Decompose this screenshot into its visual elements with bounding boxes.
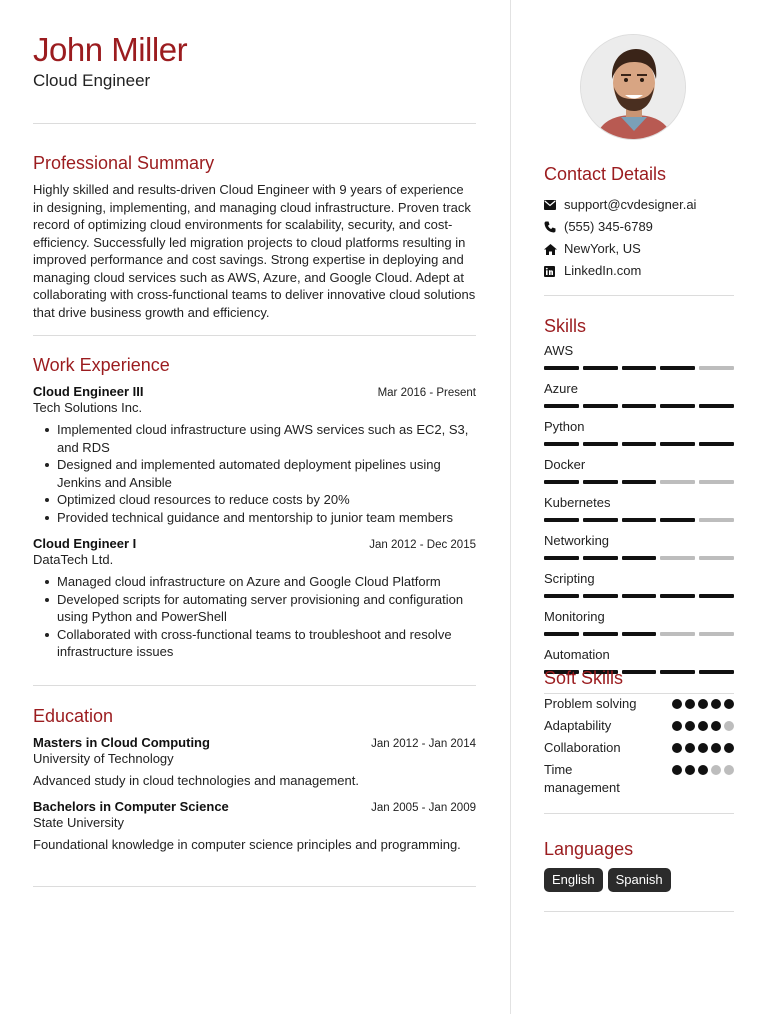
skill-name: Docker: [544, 457, 586, 472]
skill-segment-filled: [699, 404, 734, 408]
skill-segment-filled: [622, 480, 657, 484]
contact-phone: [544, 216, 734, 238]
soft-skills-section: [544, 667, 734, 814]
rating-dot-filled: [724, 699, 734, 709]
rating-dot-filled: [685, 743, 695, 753]
skill-segment-filled: [660, 366, 695, 370]
skill-segment-filled: [544, 442, 579, 446]
skill-item: [544, 456, 734, 484]
skill-segment-filled: [583, 404, 618, 408]
skill-segment-empty: [699, 632, 734, 636]
home-icon: [544, 244, 564, 255]
summary-text: Highly skilled and results-driven Cloud Engineer with 9 years of experience in designing, implementing, and managing cloud infrastructure. Proven track record of optimizing cloud environments for scalability, security, and cost-efficiency. Successfully led migration projects to cloud platforms resulting in improved performance and cost savings. Strong expertise in deploying and managing cloud services such as AWS, Azure, and Google Cloud. Adept at collaborating with cross-functional teams to deliver innovative cloud solutions that drive business growth and efficiency.: [33, 182, 476, 320]
skill-segment-empty: [699, 366, 734, 370]
languages-title: Languages: [544, 839, 634, 859]
divider: [544, 911, 734, 912]
divider: [544, 813, 734, 814]
skill-segment-filled: [660, 594, 695, 598]
job-bullet: Developed scripts for automating server provisioning and configuration using Python and PowerShell: [43, 591, 476, 626]
skill-item: [544, 532, 734, 560]
soft-skill-rating: [672, 743, 734, 753]
skill-segment-filled: [583, 366, 618, 370]
skill-segment-filled: [544, 404, 579, 408]
skill-level-bar: [544, 366, 734, 370]
skill-segment-filled: [699, 594, 734, 598]
contact-linkedin-text[interactable]: LinkedIn.com: [564, 263, 642, 278]
contact-section: [544, 163, 734, 296]
skill-item: [544, 494, 734, 522]
languages-list: [544, 868, 734, 892]
skill-segment-filled: [544, 366, 579, 370]
skill-segment-filled: [544, 632, 579, 636]
skill-item: [544, 380, 734, 408]
degree-title: Bachelors in Computer Science: [33, 799, 229, 814]
rating-dot-filled: [672, 721, 682, 731]
job-bullet: Optimized cloud resources to reduce costs by 20%: [43, 491, 476, 509]
soft-skill-item: [544, 695, 734, 713]
main-column: [33, 30, 476, 887]
skill-item: [544, 342, 734, 370]
contact-email: [544, 194, 734, 216]
skill-segment-filled: [622, 632, 657, 636]
skill-segment-empty: [660, 556, 695, 560]
soft-skill-rating: [672, 721, 734, 731]
skill-segment-filled: [622, 594, 657, 598]
skill-segment-filled: [583, 442, 618, 446]
language-badge: Spanish: [608, 868, 671, 892]
skill-segment-empty: [660, 480, 695, 484]
soft-skill-rating: [672, 765, 734, 775]
skill-segment-filled: [544, 594, 579, 598]
rating-dot-filled: [685, 765, 695, 775]
profile-photo: [580, 34, 686, 140]
soft-skills-title: Soft Skills: [544, 668, 624, 688]
education-entry: [33, 799, 476, 854]
phone-icon: [544, 221, 564, 233]
skill-segment-filled: [660, 518, 695, 522]
skill-name: Kubernetes: [544, 495, 611, 510]
degree-title: Masters in Cloud Computing: [33, 734, 210, 750]
summary-title: Professional Summary: [33, 153, 215, 173]
rating-dot-filled: [711, 699, 721, 709]
skill-segment-filled: [622, 366, 657, 370]
soft-skill-item: [544, 761, 734, 797]
skills-list: [544, 342, 734, 674]
linkedin-icon: [544, 266, 564, 277]
skill-segment-filled: [622, 404, 657, 408]
job-bullet: Implemented cloud infrastructure using AWS services such as EC2, S3, and RDS: [43, 421, 476, 456]
job-title: Cloud Engineer I: [33, 536, 137, 551]
rating-dot-filled: [672, 743, 682, 753]
skill-segment-filled: [660, 404, 695, 408]
job-entry: [33, 384, 476, 526]
skill-name: Scripting: [544, 571, 595, 586]
skill-level-bar: [544, 632, 734, 636]
skill-level-bar: [544, 594, 734, 598]
skill-name: AWS: [544, 343, 574, 358]
skill-level-bar: [544, 480, 734, 484]
education-title: Education: [33, 705, 114, 726]
contact-location: [544, 238, 734, 260]
job-bullet: Collaborated with cross-functional teams to troubleshoot and resolve infrastructure issues: [43, 626, 476, 661]
skill-segment-empty: [699, 480, 734, 484]
soft-skill-name: Adaptability: [544, 718, 612, 733]
skill-segment-empty: [699, 556, 734, 560]
contact-location-text: NewYork, US: [564, 241, 641, 256]
skills-section: [544, 315, 734, 694]
soft-skill-name: Problem solving: [544, 696, 637, 711]
soft-skill-item: [544, 739, 734, 757]
column-divider: [510, 0, 511, 1014]
skill-segment-filled: [660, 442, 695, 446]
rating-dot-filled: [672, 699, 682, 709]
job-bullet: Managed cloud infrastructure on Azure and Google Cloud Platform: [43, 573, 476, 591]
skill-item: [544, 418, 734, 446]
skill-name: Python: [544, 419, 585, 434]
divider: [33, 886, 476, 887]
rating-dot-empty: [724, 765, 734, 775]
skill-segment-filled: [583, 556, 618, 560]
skill-segment-filled: [583, 480, 618, 484]
education-date: Jan 2005 - Jan 2009: [371, 802, 476, 814]
languages-section: [544, 838, 734, 912]
divider: [33, 685, 476, 686]
skill-segment-filled: [583, 632, 618, 636]
skill-segment-filled: [622, 556, 657, 560]
soft-skills-list: [544, 695, 734, 797]
skill-segment-filled: [544, 480, 579, 484]
skill-item: [544, 608, 734, 636]
job-company: Tech Solutions Inc.: [33, 400, 143, 415]
skill-segment-empty: [660, 632, 695, 636]
rating-dot-filled: [711, 743, 721, 753]
rating-dot-filled: [672, 765, 682, 775]
job-bullet: Designed and implemented automated deployment pipelines using Jenkins and Ansible: [43, 456, 476, 491]
education-desc: Foundational knowledge in computer science principles and programming.: [33, 837, 461, 852]
school-name: State University: [33, 815, 125, 830]
skill-level-bar: [544, 556, 734, 560]
contact-phone-text[interactable]: (555) 345-6789: [564, 219, 653, 234]
contact-email-text[interactable]: support@cvdesigner.ai: [564, 197, 697, 212]
school-name: University of Technology: [33, 750, 174, 766]
profile-photo-illustration: [581, 35, 686, 140]
skill-name: Networking: [544, 533, 610, 548]
education-desc: Advanced study in cloud technologies and management.: [33, 772, 359, 788]
job-bullet: Provided technical guidance and mentorship to junior team members: [43, 509, 476, 527]
job-entry: [33, 536, 476, 661]
job-date: Mar 2016 - Present: [377, 387, 476, 399]
skill-segment-filled: [583, 518, 618, 522]
divider: [544, 295, 734, 296]
education-date: Jan 2012 - Jan 2014: [371, 737, 476, 750]
rating-dot-filled: [698, 721, 708, 731]
skill-item: [544, 570, 734, 598]
rating-dot-filled: [698, 699, 708, 709]
contact-title: Contact Details: [544, 164, 667, 184]
job-title: Cloud Engineer III: [33, 384, 144, 399]
skill-segment-filled: [583, 594, 618, 598]
rating-dot-filled: [711, 721, 721, 731]
rating-dot-filled: [698, 765, 708, 775]
soft-skill-name: Time management: [544, 762, 620, 795]
skill-segment-filled: [544, 556, 579, 560]
divider: [33, 123, 476, 124]
skill-level-bar: [544, 518, 734, 522]
candidate-role: Cloud Engineer: [33, 71, 151, 90]
skill-name: Azure: [544, 381, 578, 396]
skills-title: Skills: [544, 316, 587, 336]
divider: [33, 335, 476, 336]
skill-segment-empty: [699, 518, 734, 522]
skill-level-bar: [544, 404, 734, 408]
skill-segment-filled: [699, 442, 734, 446]
job-bullets: [43, 573, 476, 661]
rating-dot-empty: [724, 721, 734, 731]
education-entry: [33, 735, 476, 790]
rating-dot-filled: [685, 699, 695, 709]
envelope-icon: [544, 200, 564, 210]
experience-title: Work Experience: [33, 355, 170, 375]
job-bullets: [43, 421, 476, 526]
rating-dot-empty: [711, 765, 721, 775]
skill-name: Monitoring: [544, 609, 605, 624]
rating-dot-filled: [685, 721, 695, 731]
rating-dot-filled: [698, 743, 708, 753]
rating-dot-filled: [724, 743, 734, 753]
soft-skill-item: [544, 717, 734, 735]
language-badge: English: [544, 868, 603, 892]
skill-name: Automation: [544, 647, 610, 662]
skill-segment-filled: [622, 442, 657, 446]
soft-skill-name: Collaboration: [544, 740, 621, 755]
candidate-name: John Miller: [33, 31, 188, 68]
job-company: DataTech Ltd.: [33, 552, 114, 567]
skill-segment-filled: [622, 518, 657, 522]
soft-skill-rating: [672, 699, 734, 709]
job-date: Jan 2012 - Dec 2015: [369, 539, 476, 551]
skill-level-bar: [544, 442, 734, 446]
skill-segment-filled: [544, 518, 579, 522]
contact-linkedin: [544, 260, 734, 282]
